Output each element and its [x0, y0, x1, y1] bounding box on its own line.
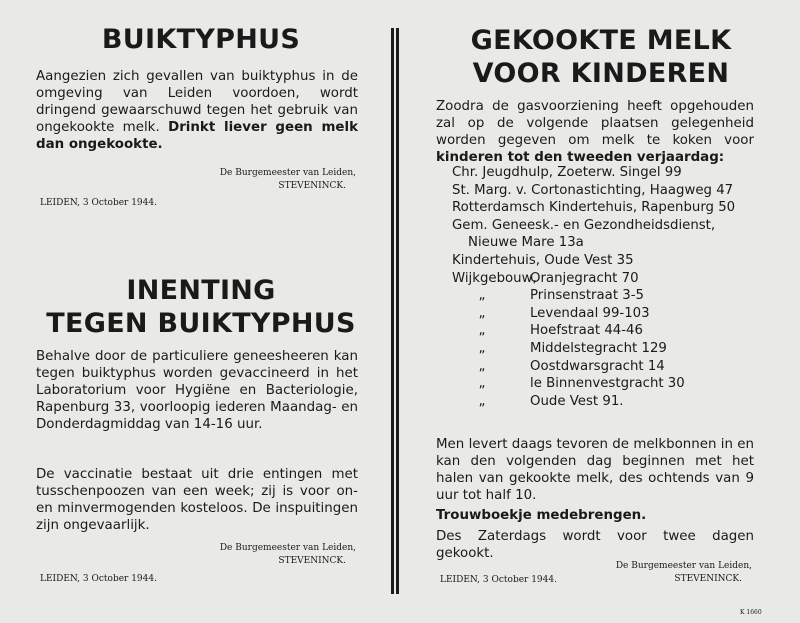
inenting-signature: [36, 542, 356, 568]
melk-paragraph-3: Des Zaterdags wordt voor twee dagen gekookt.: [436, 529, 754, 561]
address: Prinsenstraat 3-5: [530, 288, 644, 304]
address: le Binnenvestgracht 30: [530, 376, 685, 392]
melk-title-line-1: GEKOOKTE MELK: [470, 25, 732, 56]
melk-title: [436, 24, 766, 90]
list-item: Chr. Jeugdhulp, Zoeterw. Singel 99: [452, 165, 682, 180]
list-item: [452, 375, 766, 393]
wijkgebouw-label: Wijkgebouw,: [452, 270, 537, 286]
list-item: [452, 287, 766, 305]
buiktyphus-signature: [36, 167, 356, 193]
inenting-title-line-2: TEGEN BUIKTYPHUS: [46, 308, 356, 339]
melk-intro-text: Zoodra de gasvoorziening heeft opgehouden zal op de volgende plaatsen gelegenheid worden gegeven om melk te koken voor: [436, 99, 754, 148]
list-item: Rotterdamsch Kindertehuis, Rapenburg 50: [452, 200, 736, 216]
signature-line-2: STEVENINCK.: [278, 556, 346, 566]
list-item: Kindertehuis, Oude Vest 35: [452, 252, 634, 268]
catalog-code: K 1660: [740, 609, 762, 616]
inenting-title-line-1: INENTING: [126, 275, 276, 306]
list-item: [452, 393, 766, 411]
ditto-mark: „: [478, 323, 486, 339]
melk-bold-line: Trouwboekje medebrengen.: [436, 508, 647, 523]
list-item: [452, 340, 766, 358]
list-item: St. Marg. v. Cortonastichting, Haagweg 47: [452, 182, 734, 198]
list-item: [452, 322, 766, 340]
address: Oostdwarsgracht 14: [530, 358, 665, 374]
buiktyphus-title: BUIKTYPHUS: [101, 24, 301, 55]
signature-line-2: STEVENINCK.: [674, 574, 742, 584]
signature-line-1: De Burgemeester van Leiden,: [219, 543, 356, 553]
signature-line-1: De Burgemeester van Leiden,: [219, 168, 356, 178]
list-item: [452, 270, 766, 288]
ditto-mark: „: [478, 288, 486, 304]
address: Hoefstraat 44-46: [530, 323, 643, 339]
buiktyphus-warning: Drinkt liever geen melk dan ongekookte.: [36, 120, 359, 152]
list-item: [452, 305, 766, 323]
melk-intro-bold: kinderen tot den tweeden verjaardag:: [436, 150, 725, 165]
address: Levendaal 99-103: [530, 305, 650, 321]
column-divider: [396, 28, 399, 594]
location-list: [452, 164, 766, 410]
buiktyphus-text: Aangezien zich gevallen van buiktyphus in de omgeving van Leiden voordoen, wordt dringend gewaarschuwd tegen het gebruik van ongekookte melk.: [36, 69, 358, 135]
signature-line-1: De Burgemeester van Leiden,: [615, 561, 752, 571]
ditto-mark: „: [478, 376, 486, 392]
buiktyphus-body: [36, 68, 358, 153]
wijkgebouw-address: Oranjegracht 70: [530, 270, 639, 286]
ditto-mark: „: [478, 358, 486, 374]
inenting-title: [36, 274, 366, 340]
list-item: Nieuwe Mare 13a: [468, 235, 584, 251]
inenting-paragraph-2: De vaccinatie bestaat uit drie entingen met tusschenpoozen van een week; zij is voor on- en minvermogenden kosteloos. De inspuitingen zijn ongevaarlijk.: [36, 467, 358, 533]
inenting-paragraph-1: Behalve door de particuliere geneesheeren kan tegen buiktyphus worden gevaccineerd in het Laboratorium voor Hygiëne en Bacteriologie, Rapenburg 33, voorloopig iederen Maandag- en Donderdagmiddag van 14-16 uur.: [36, 349, 358, 432]
list-item: [452, 358, 766, 376]
list-item: Gem. Geneesk.- en Gezondheidsdienst,: [452, 217, 716, 233]
signature-line-2: STEVENINCK.: [278, 181, 346, 191]
address: Middelstegracht 129: [530, 340, 667, 356]
melk-intro: [436, 98, 754, 166]
ditto-mark: „: [478, 393, 486, 409]
address: Oude Vest 91.: [530, 393, 624, 409]
melk-date: LEIDEN, 3 October 1944.: [440, 575, 557, 585]
buiktyphus-date: LEIDEN, 3 October 1944.: [40, 198, 157, 208]
inenting-date: LEIDEN, 3 October 1944.: [40, 574, 157, 584]
ditto-mark: „: [478, 305, 486, 321]
ditto-mark: „: [478, 340, 486, 356]
melk-title-line-2: VOOR KINDEREN: [472, 58, 730, 89]
melk-paragraph-2: Men levert daags tevoren de melkbonnen in en kan den volgenden dag beginnen met het halen van gekookte melk, des ochtends van 9 uur tot half 10.: [436, 437, 754, 503]
column-divider: [391, 28, 394, 594]
